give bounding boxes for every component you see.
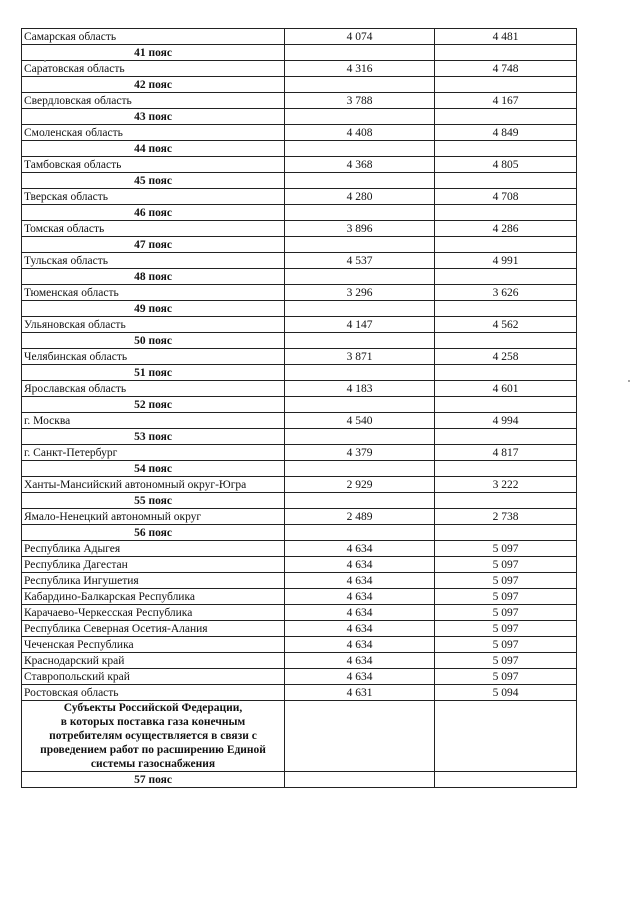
region-name: Республика Ингушетия [22, 573, 285, 589]
table-row [22, 253, 577, 269]
belt-row [22, 525, 577, 541]
region-name: г. Москва [22, 413, 285, 429]
note-line: системы газоснабжения [90, 758, 216, 770]
belt-label: 52 пояс [22, 397, 285, 413]
belt-label: 49 пояс [22, 301, 285, 317]
table-row [22, 605, 577, 621]
price-value-1: 4 634 [285, 637, 435, 653]
belt-row [22, 141, 577, 157]
table-row [22, 157, 577, 173]
belt-label: 55 пояс [22, 493, 285, 509]
empty-cell [435, 397, 577, 413]
belt-row [22, 493, 577, 509]
price-value-1: 4 634 [285, 589, 435, 605]
table-row [22, 381, 577, 397]
region-name: Самарская область [22, 29, 285, 45]
price-value-2: 4 849 [435, 125, 577, 141]
table-row [22, 317, 577, 333]
price-value-1: 4 634 [285, 541, 435, 557]
table-row [22, 621, 577, 637]
price-value-1: 4 368 [285, 157, 435, 173]
price-value-1: 4 634 [285, 557, 435, 573]
belt-row [22, 269, 577, 285]
price-value-2: 4 805 [435, 157, 577, 173]
price-value-2: 5 097 [435, 605, 577, 621]
price-value-2: 5 097 [435, 637, 577, 653]
price-value-1: 2 929 [285, 477, 435, 493]
price-value-1: 3 896 [285, 221, 435, 237]
belt-row [22, 45, 577, 61]
region-name: Ульяновская область [22, 317, 285, 333]
empty-cell [435, 461, 577, 477]
region-name: Челябинская область [22, 349, 285, 365]
belt-row [22, 301, 577, 317]
scan-speck [628, 380, 630, 382]
empty-cell [435, 772, 577, 788]
belt-label: 47 пояс [22, 237, 285, 253]
region-name: Ставропольский край [22, 669, 285, 685]
price-value-1: 4 634 [285, 621, 435, 637]
table-row [22, 221, 577, 237]
table-row [22, 349, 577, 365]
note-text [22, 701, 285, 772]
empty-cell [285, 301, 435, 317]
empty-cell [285, 205, 435, 221]
note-line: потребителям осуществляется в связи с [49, 730, 257, 742]
region-name: Краснодарский край [22, 653, 285, 669]
price-value-2: 4 708 [435, 189, 577, 205]
empty-cell [435, 109, 577, 125]
belt-label: 44 пояс [22, 141, 285, 157]
belt-label: 54 пояс [22, 461, 285, 477]
empty-cell [435, 269, 577, 285]
price-value-1: 4 408 [285, 125, 435, 141]
price-value-1: 4 537 [285, 253, 435, 269]
table-row [22, 637, 577, 653]
empty-cell [285, 772, 435, 788]
price-value-2: 3 626 [435, 285, 577, 301]
empty-cell [435, 205, 577, 221]
empty-cell [435, 333, 577, 349]
belt-label: 45 пояс [22, 173, 285, 189]
table-row [22, 589, 577, 605]
price-value-2: 5 097 [435, 557, 577, 573]
empty-cell [435, 77, 577, 93]
price-value-2: 4 601 [435, 381, 577, 397]
table-row [22, 413, 577, 429]
table-row [22, 685, 577, 701]
table-row [22, 285, 577, 301]
table-row [22, 93, 577, 109]
empty-cell [285, 701, 435, 772]
belt-row [22, 397, 577, 413]
empty-cell [435, 173, 577, 189]
price-value-2: 3 222 [435, 477, 577, 493]
region-name: Кабардино-Балкарская Республика [22, 589, 285, 605]
belt-label: 46 пояс [22, 205, 285, 221]
price-value-2: 4 562 [435, 317, 577, 333]
price-value-1: 4 634 [285, 573, 435, 589]
region-name: Свердловская область [22, 93, 285, 109]
empty-cell [435, 141, 577, 157]
note-line: в которых поставка газа конечным [60, 716, 246, 728]
price-value-2: 5 097 [435, 653, 577, 669]
note-row [22, 701, 577, 772]
price-value-2: 4 994 [435, 413, 577, 429]
table-row [22, 477, 577, 493]
empty-cell [285, 429, 435, 445]
belt-row [22, 173, 577, 189]
region-name: Республика Северная Осетия-Алания [22, 621, 285, 637]
price-value-2: 5 097 [435, 621, 577, 637]
empty-cell [285, 493, 435, 509]
belt-row [22, 237, 577, 253]
empty-cell [285, 109, 435, 125]
empty-cell [435, 701, 577, 772]
belt-label: 53 пояс [22, 429, 285, 445]
table-body [22, 29, 577, 788]
price-value-1: 3 788 [285, 93, 435, 109]
table-row [22, 125, 577, 141]
belt-row [22, 461, 577, 477]
belt-row [22, 205, 577, 221]
empty-cell [285, 269, 435, 285]
price-value-2: 4 991 [435, 253, 577, 269]
region-name: Республика Дагестан [22, 557, 285, 573]
price-value-1: 4 183 [285, 381, 435, 397]
region-name: Республика Адыгея [22, 541, 285, 557]
belt-label: 57 пояс [22, 772, 285, 788]
belt-row [22, 77, 577, 93]
empty-cell [285, 461, 435, 477]
region-name: Ярославская область [22, 381, 285, 397]
table-row [22, 509, 577, 525]
price-value-1: 3 296 [285, 285, 435, 301]
empty-cell [285, 333, 435, 349]
belt-row [22, 333, 577, 349]
price-value-1: 4 634 [285, 669, 435, 685]
belt-label: 41 пояс [22, 45, 285, 61]
price-value-1: 4 631 [285, 685, 435, 701]
belt-label: 56 пояс [22, 525, 285, 541]
belt-row [22, 772, 577, 788]
empty-cell [285, 45, 435, 61]
table-row [22, 669, 577, 685]
region-name: Карачаево-Черкесская Республика [22, 605, 285, 621]
price-value-1: 4 379 [285, 445, 435, 461]
empty-cell [435, 237, 577, 253]
belt-row [22, 365, 577, 381]
price-value-2: 4 286 [435, 221, 577, 237]
region-name: Чеченская Республика [22, 637, 285, 653]
region-name: Тульская область [22, 253, 285, 269]
region-name: Тверская область [22, 189, 285, 205]
empty-cell [285, 141, 435, 157]
price-value-1: 4 634 [285, 605, 435, 621]
gas-price-table [21, 28, 577, 788]
belt-row [22, 109, 577, 125]
region-name: г. Санкт-Петербург [22, 445, 285, 461]
price-value-1: 4 280 [285, 189, 435, 205]
price-value-2: 4 481 [435, 29, 577, 45]
price-value-2: 4 258 [435, 349, 577, 365]
empty-cell [285, 365, 435, 381]
price-value-1: 3 871 [285, 349, 435, 365]
table-row [22, 445, 577, 461]
price-value-2: 5 097 [435, 573, 577, 589]
belt-label: 42 пояс [22, 77, 285, 93]
price-value-2: 4 817 [435, 445, 577, 461]
price-value-1: 4 147 [285, 317, 435, 333]
empty-cell [435, 429, 577, 445]
empty-cell [435, 525, 577, 541]
price-value-2: 5 097 [435, 589, 577, 605]
table-row [22, 653, 577, 669]
empty-cell [435, 493, 577, 509]
empty-cell [285, 397, 435, 413]
note-line: проведением работ по расширению Единой [40, 744, 266, 756]
region-name: Тюменская область [22, 285, 285, 301]
price-value-1: 2 489 [285, 509, 435, 525]
region-name: Ростовская область [22, 685, 285, 701]
price-value-1: 4 316 [285, 61, 435, 77]
belt-row [22, 429, 577, 445]
table-row [22, 541, 577, 557]
table-row [22, 189, 577, 205]
table-row [22, 557, 577, 573]
region-name: Тамбовская область [22, 157, 285, 173]
table-row [22, 573, 577, 589]
empty-cell [285, 525, 435, 541]
empty-cell [285, 173, 435, 189]
price-value-2: 5 097 [435, 541, 577, 557]
table-row [22, 61, 577, 77]
scan-speck [44, 60, 46, 62]
region-name: Ямало-Ненецкий автономный округ [22, 509, 285, 525]
table-row [22, 29, 577, 45]
price-value-2: 4 748 [435, 61, 577, 77]
region-name: Ханты-Мансийский автономный округ-Югра [22, 477, 285, 493]
region-name: Саратовская область [22, 61, 285, 77]
note-line: Субъекты Российской Федерации, [63, 702, 243, 714]
belt-label: 48 пояс [22, 269, 285, 285]
empty-cell [435, 301, 577, 317]
price-value-2: 5 094 [435, 685, 577, 701]
region-name: Томская область [22, 221, 285, 237]
price-value-1: 4 634 [285, 653, 435, 669]
region-name: Смоленская область [22, 125, 285, 141]
belt-label: 43 пояс [22, 109, 285, 125]
empty-cell [285, 77, 435, 93]
price-value-2: 2 738 [435, 509, 577, 525]
price-value-2: 4 167 [435, 93, 577, 109]
price-value-1: 4 540 [285, 413, 435, 429]
empty-cell [285, 237, 435, 253]
empty-cell [435, 365, 577, 381]
price-value-1: 4 074 [285, 29, 435, 45]
price-value-2: 5 097 [435, 669, 577, 685]
empty-cell [435, 45, 577, 61]
belt-label: 51 пояс [22, 365, 285, 381]
belt-label: 50 пояс [22, 333, 285, 349]
